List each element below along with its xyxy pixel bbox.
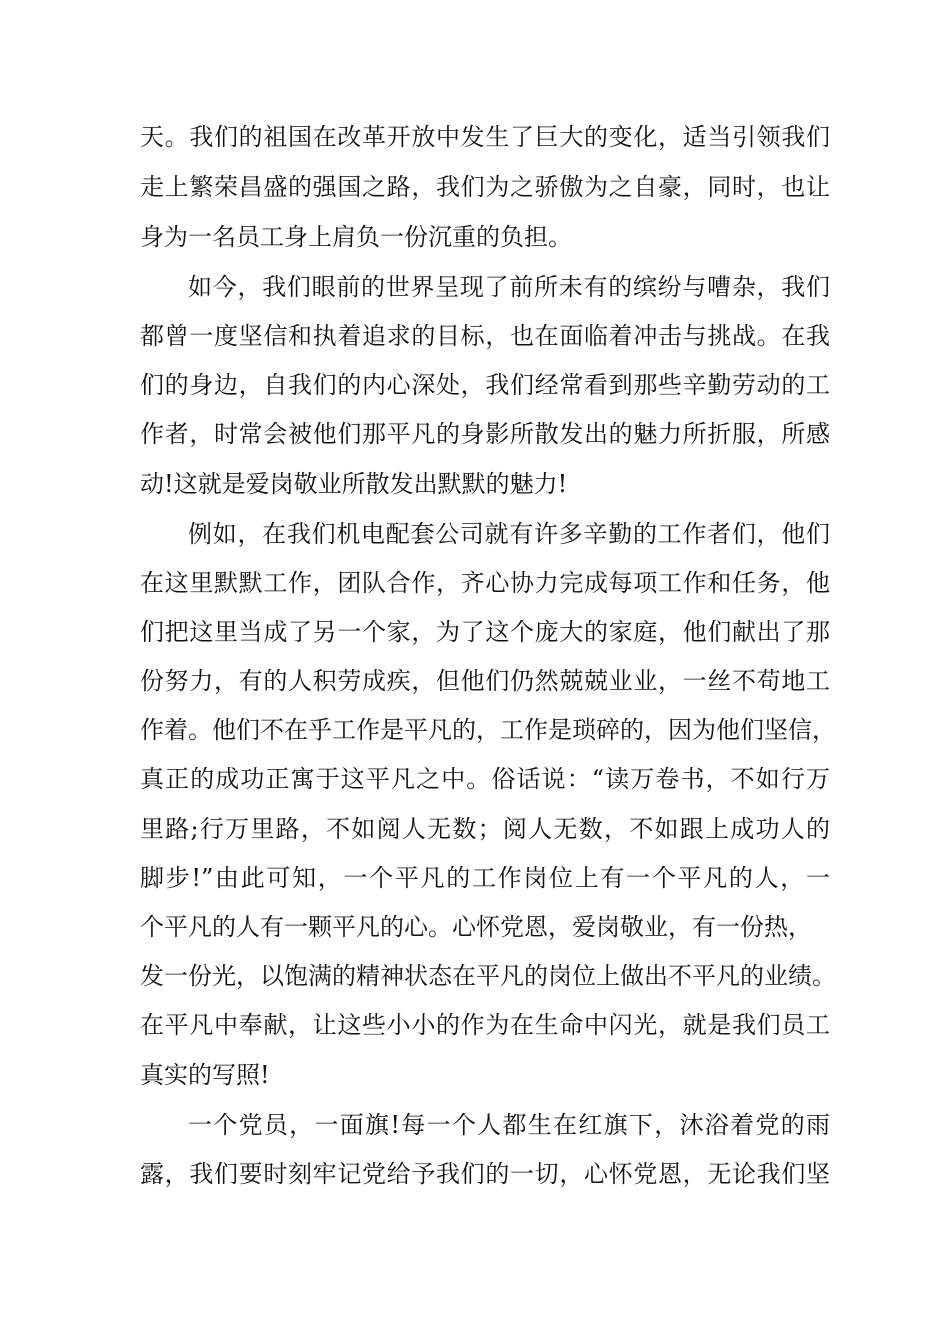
text-line: 们把这里当成了另一个家，为了这个庞大的家庭，他们献出了那 [140,618,830,646]
text-line: 发一份光，以饱满的精神状态在平凡的岗位上做出不平凡的业绩。 [140,962,836,990]
paragraph-first-line: 一个党员，一面旗!每一个人都生在红旗下，沐浴着党的雨 [188,1111,830,1139]
text-line: 露，我们要时刻牢记党给予我们的一切，心怀党恩，无论我们坚 [140,1160,830,1188]
text-line: 里路;行万里路，不如阅人无数；阅人无数，不如跟上成功人的 [140,815,830,843]
text-line: 作着。他们不在乎工作是平凡的，工作是琐碎的，因为他们坚信， [140,716,836,744]
paragraph-first-line: 如今，我们眼前的世界呈现了前所未有的缤纷与嘈杂，我们 [188,273,830,301]
text-line: 身为一名员工身上肩负一份沉重的负担。 [140,223,572,251]
text-line: 天。我们的祖国在改革开放中发生了巨大的变化，适当引领我们 [140,123,830,151]
text-line: 动!这就是爱岗敬业所散发出默默的魅力! [140,470,568,498]
text-line: 们的身边，自我们的内心深处，我们经常看到那些辛勤劳动的工 [140,371,830,399]
text-line: 真正的成功正寓于这平凡之中。俗话说：“读万卷书，不如行万 [140,765,830,793]
text-line: 脚步!”由此可知，一个平凡的工作岗位上有一个平凡的人，一 [140,864,830,892]
text-line: 走上繁荣昌盛的强国之路，我们为之骄傲为之自豪，同时，也让 [140,173,830,201]
text-line: 作者，时常会被他们那平凡的身影所散发出的魅力所折服，所感 [140,420,830,448]
text-line: 真实的写照! [140,1061,270,1089]
text-line: 在平凡中奉献，让这些小小的作为在生命中闪光，就是我们员工 [140,1011,830,1039]
text-line: 都曾一度坚信和执着追求的目标，也在面临着冲击与挑战。在我 [140,322,830,350]
text-line: 个平凡的人有一颗平凡的心。心怀党恩，爱岗敬业，有一份热， [140,913,812,941]
paragraph-first-line: 例如，在我们机电配套公司就有许多辛勤的工作者们，他们 [188,520,830,548]
text-line: 份努力，有的人积劳成疾，但他们仍然兢兢业业，一丝不苟地工 [140,667,830,695]
text-line: 在这里默默工作，团队合作，齐心协力完成每项工作和任务，他 [140,569,830,597]
